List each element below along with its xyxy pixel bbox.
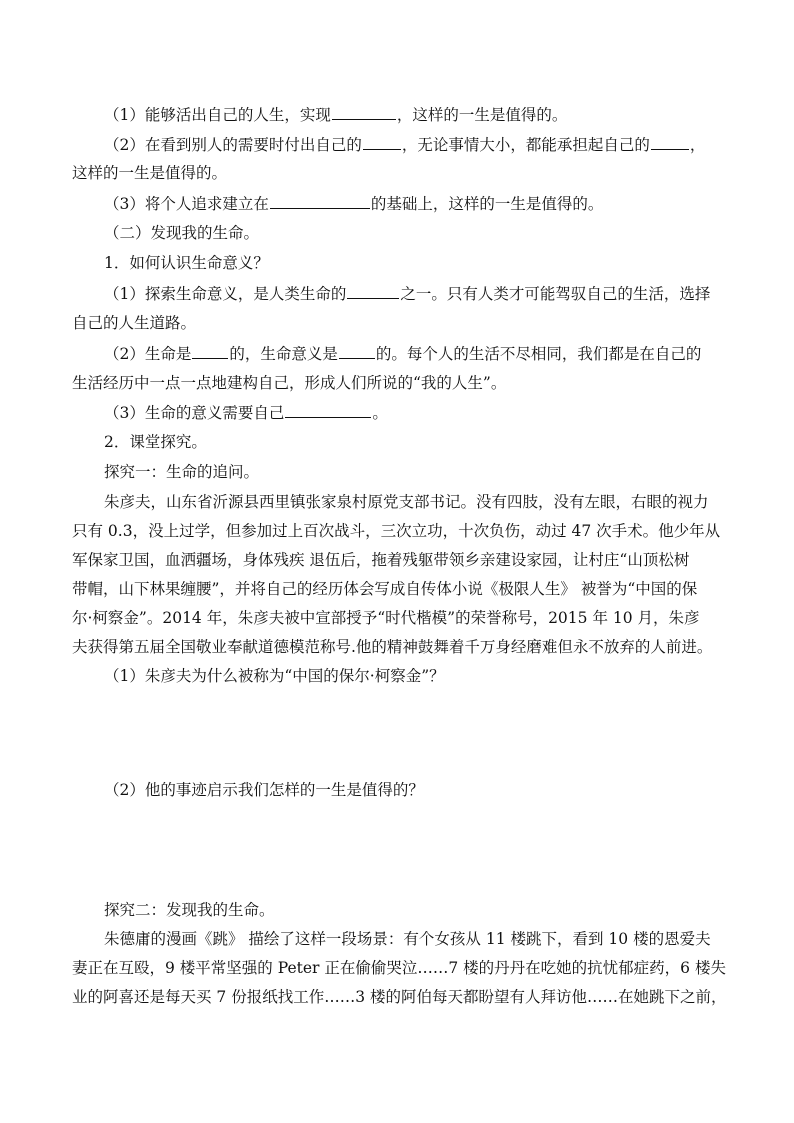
blank-5[interactable] bbox=[347, 283, 399, 299]
discover-heading: （二）发现我的生命。 bbox=[104, 224, 260, 242]
explore-2-para-line: 业的阿喜还是每天买 7 份报纸找工作……3 楼的阿伯每天都盼望有人拜访他……在她跳下之前， bbox=[72, 988, 727, 1006]
blank-7[interactable] bbox=[339, 343, 375, 359]
explore-1-para-line: 夫获得第五届全国敬业奉献道德模范称号.他的精神鼓舞着千万身经磨难但永不放弃的人前进。 bbox=[72, 638, 713, 656]
value-item-1-text: （1）能够活出自己的人生，实现 bbox=[104, 106, 331, 124]
value-item-3-text-end: 的基础上，这样的一生是值得的。 bbox=[370, 195, 604, 213]
meaning-item-1-cont: 自己的人生道路。 bbox=[72, 314, 197, 332]
value-item-3 bbox=[104, 193, 732, 214]
value-item-1 bbox=[104, 104, 732, 125]
question-1-heading: 1．如何认识生命意义？ bbox=[104, 254, 269, 272]
meaning-item-2-text: （2）生命是 bbox=[104, 345, 192, 363]
meaning-item-3 bbox=[104, 402, 732, 423]
meaning-item-2-text-end: 的。每个人的生活不尽相同，我们都是在自己的 bbox=[375, 345, 702, 363]
meaning-item-1-text: （1）探索生命意义，是人类生命的 bbox=[104, 285, 347, 303]
explore-1-para-line: 只有 0.3，没上过学，但参加过上百次战斗，三次立功，十次负伤，动过 47 次手术。他少年从 bbox=[72, 522, 721, 540]
explore-1-title: 探究一：生命的追问。 bbox=[104, 463, 260, 481]
explore-1-para-line: 军保家卫国，血洒疆场，身体残疾 退伍后，拖着残躯带领乡亲建设家园，让村庄“山顶松树 bbox=[72, 551, 690, 569]
blank-3[interactable] bbox=[651, 134, 689, 150]
meaning-item-2 bbox=[104, 343, 732, 364]
blank-2[interactable] bbox=[363, 134, 401, 150]
explore-2-para-line: 朱德庸的漫画《跳》 描绘了这样一段场景：有个女孩从 11 楼跳下，看到 10 楼的恩爱夫 bbox=[104, 930, 711, 948]
value-item-2-cont: 这样的一生是值得的。 bbox=[72, 164, 228, 182]
meaning-item-2-text-mid: 的，生命意义是 bbox=[229, 345, 338, 363]
value-item-2-text-mid: ，无论事情大小，都能承担起自己的 bbox=[401, 136, 650, 154]
explore-2-title: 探究二：发现我的生命。 bbox=[104, 901, 275, 919]
value-item-2 bbox=[104, 134, 732, 155]
explore-1-para-line: 尔·柯察金”。2014 年，朱彦夫被中宣部授予“时代楷模”的荣誉称号，2015 年 10 月，朱彦 bbox=[72, 609, 700, 627]
explore-1-question-1: （1）朱彦夫为什么被称为“中国的保尔·柯察金”？ bbox=[104, 667, 445, 685]
meaning-item-1-text-end: 之一。只有人类才可能驾驭自己的生活，选择 bbox=[400, 285, 711, 303]
explore-1-para-line: 朱彦夫，山东省沂源县西里镇张家泉村原党支部书记。没有四肢，没有左眼，右眼的视力 bbox=[104, 493, 709, 511]
blank-4[interactable] bbox=[270, 193, 370, 209]
value-item-2-text: （2）在看到别人的需要时付出自己的 bbox=[104, 136, 362, 154]
explore-1-para-line: 带帽，山下林果缠腰”，并将自己的经历体会写成自传体小说《极限人生》 被誉为“中国的保 bbox=[72, 580, 698, 598]
question-2-heading: 2．课堂探究。 bbox=[104, 433, 207, 451]
meaning-item-3-text-end: 。 bbox=[372, 404, 388, 422]
blank-1[interactable] bbox=[332, 104, 396, 120]
meaning-item-2-cont: 生活经历中一点一点地建构自己，形成人们所说的“我的人生”。 bbox=[72, 374, 507, 392]
meaning-item-3-text: （3）生命的意义需要自己 bbox=[104, 404, 285, 422]
blank-8[interactable] bbox=[285, 402, 371, 418]
blank-6[interactable] bbox=[192, 343, 228, 359]
explore-2-para-line: 妻正在互殴，9 楼平常坚强的 Peter 正在偷偷哭泣……7 楼的丹丹在吃她的抗忧郁症药，6 楼失 bbox=[72, 959, 726, 977]
explore-1-question-2: （2）他的事迹启示我们怎样的一生是值得的？ bbox=[104, 781, 424, 799]
value-item-2-text-end: ， bbox=[689, 136, 706, 154]
value-item-1-text-end: ，这样的一生是值得的。 bbox=[396, 106, 568, 124]
meaning-item-1 bbox=[104, 283, 732, 304]
value-item-3-text: （3）将个人追求建立在 bbox=[104, 195, 269, 213]
